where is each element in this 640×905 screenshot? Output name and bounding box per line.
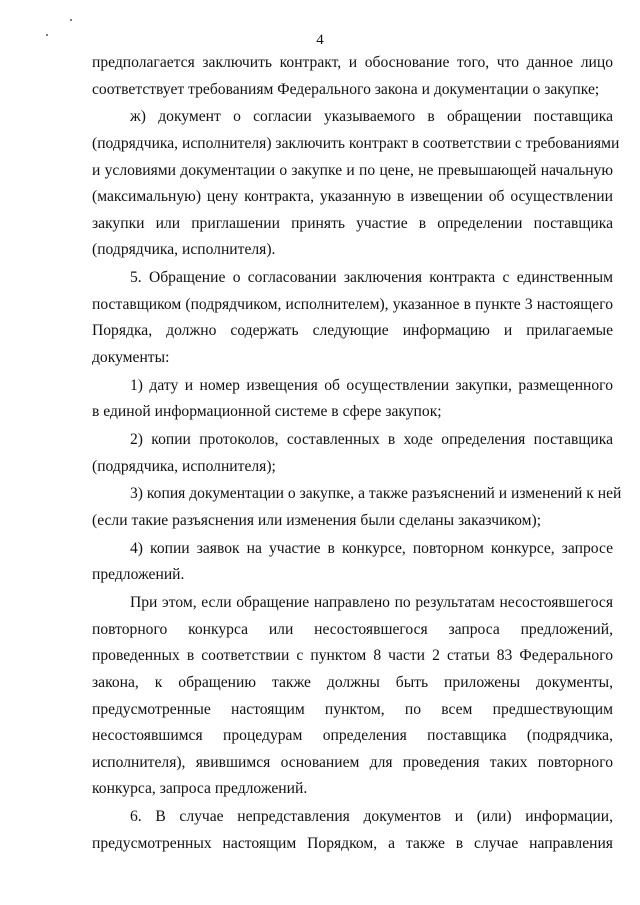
text-line: закупки или приглашении принять участие в определении поставщика: [92, 214, 613, 232]
text-line: проведенных в соответствии с пунктом 8 части 2 статьи 83 Федерального: [92, 647, 613, 665]
text-line: повторного конкурса или несостоявшегося запроса предложений,: [92, 620, 613, 638]
text-line: 5. Обращение о согласовании заключения контракта с единственным: [130, 269, 613, 287]
paragraph: [92, 427, 613, 480]
text-line: (подрядчика, исполнителя);: [92, 457, 276, 475]
text-line: (максимальную) цену контракта, указанную в извещении об осуществлении: [92, 188, 613, 206]
text-line: (подрядчика, исполнителя).: [92, 241, 276, 259]
text-line: и условиями документации о закупке и по цене, не превышающей начальную: [92, 161, 613, 179]
text-line: поставщиком (подрядчиком, исполнителем), указанное в пункте 3 настоящего: [92, 295, 613, 313]
paragraph: [92, 536, 613, 589]
paragraph: [92, 481, 622, 534]
text-line: предусмотренные настоящим пунктом, по всем предшествующим: [92, 700, 613, 718]
paragraph: [92, 104, 620, 264]
paragraph: [92, 373, 613, 426]
text-line: При этом, если обращение направлено по результатам несостоявшегося: [130, 594, 613, 612]
text-line: несостоявшимся процедурам определения поставщика (подрядчика,: [92, 727, 613, 745]
text-line: в единой информационной системе в сфере закупок;: [92, 403, 442, 421]
page-number: 4: [316, 32, 324, 48]
paragraph: [92, 265, 613, 371]
text-line: предусмотренных настоящим Порядком, а также в случае направления: [92, 834, 613, 852]
text-line: (если такие разъяснения или изменения были сделаны заказчиком);: [92, 512, 542, 530]
text-line: исполнителя), явившимся основанием для проведения таких повторного: [92, 753, 613, 771]
text-line: соответствует требованиям Федерального закона и документации о закупке;: [92, 80, 600, 98]
text-line: 1) дату и номер извещения об осуществлении закупки, размещенного: [130, 376, 613, 394]
text-line: 3) копия документации о закупке, а также разъяснений и изменений к ней: [130, 485, 622, 503]
text-line: ж) документ о согласии указываемого в обращении поставщика: [130, 108, 613, 126]
scan-speck: [70, 19, 72, 21]
text-line: 6. В случае непредставления документов и (или) информации,: [130, 808, 613, 826]
text-line: предложений.: [92, 566, 185, 584]
text-line: документы:: [92, 348, 170, 366]
text-line: (подрядчика, исполнителя) заключить контракт в соответствии с требованиями: [92, 134, 620, 152]
text-line: Порядка, должно содержать следующие информацию и прилагаемые: [92, 322, 613, 340]
paragraph: [92, 50, 613, 103]
text-line: закона, к обращению также должны быть приложены документы,: [92, 673, 613, 691]
text-line: 2) копии протоколов, составленных в ходе определения поставщика: [130, 431, 613, 449]
text-line: 4) копии заявок на участие в конкурсе, повторном конкурсе, запросе: [130, 539, 613, 557]
paragraph: [92, 590, 613, 803]
document-body: [92, 50, 622, 859]
paragraph: [92, 804, 613, 857]
text-line: предполагается заключить контракт, и обоснование того, что данное лицо: [92, 54, 613, 71]
text-line: конкурса, запроса предложений.: [92, 780, 308, 798]
